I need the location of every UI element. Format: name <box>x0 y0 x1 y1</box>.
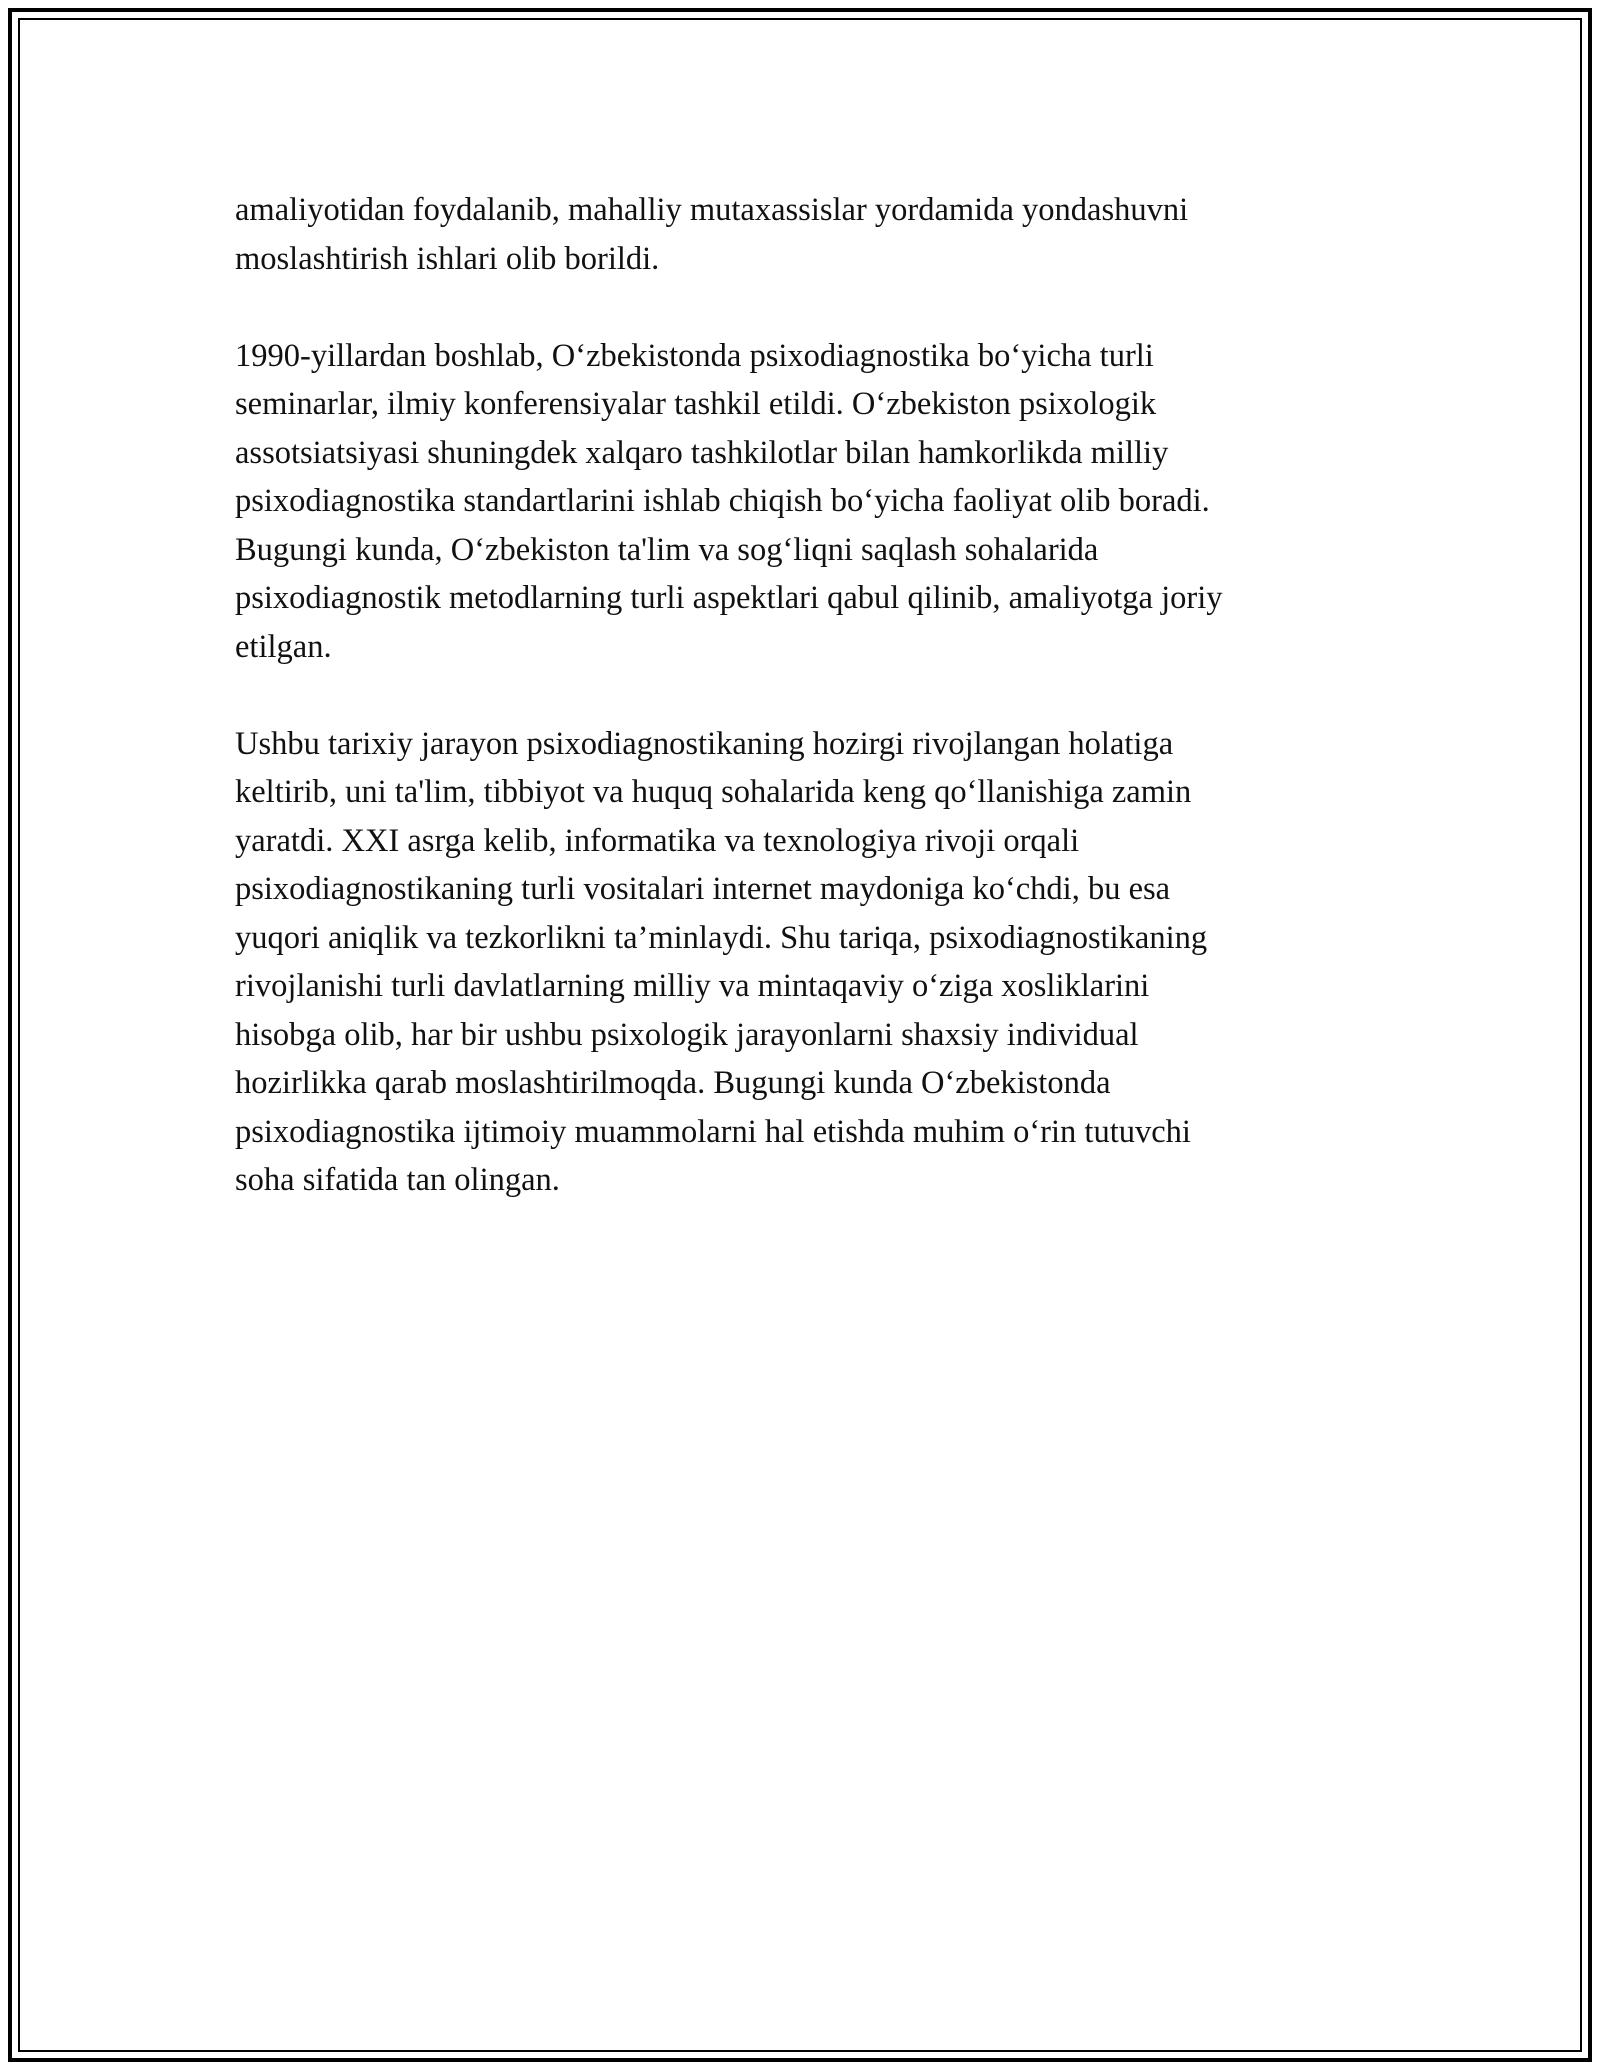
paragraph-3: Ushbu tarixiy jarayon psixodiagnostikaning hozirgi rivojlangan holatiga keltirib, uni ta'lim, tibbiyot va huquq sohalarida keng qo‘llanishiga zamin yaratdi. XXI asrga kelib, informatika va texnologiya rivoji orqali psixodiagnostikaning turli vositalari internet maydoniga ko‘chdi, bu esa yuqori aniqlik va tezkorlikni ta’minlaydi. Shu tariqa, psixodiagnostikaning rivojlanishi turli davlatlarning milliy va mintaqaviy o‘ziga xosliklarini hisobga olib, har bir ushbu psixologik jarayonlarni shaxsiy individual hozirlikka qarab moslashtirilmoqda. Bugungi kunda O‘zbekistonda psixodiagnostika ijtimoiy muammolarni hal etishda muhim o‘rin tutuvchi soha sifatida tan olingan. <box>235 725 1208 1198</box>
paragraph-2: 1990-yillardan boshlab, O‘zbekistonda psixodiagnostika bo‘yicha turli seminarlar, ilmiy konferensiyalar tashkil etildi. O‘zbekiston psixologik assotsiatsiyasi shuningdek xalqaro tashkilotlar bilan hamkorlikda milliy psixodiagnostika standartlarini ishlab chiqish bo‘yicha faoliyat olib boradi. Bugungi kunda, O‘zbekiston ta'lim va sog‘liqni saqlash sohalarida psixodiagnostik metodlarning turli aspektlari qabul qilinib, amaliyotga joriy etilgan. <box>235 337 1223 665</box>
document-body <box>235 186 1375 1253</box>
paragraph-1: amaliyotidan foydalanib, mahalliy mutaxassislar yordamida yondashuvni moslashtirish ishlari olib borildi. <box>235 192 1189 277</box>
